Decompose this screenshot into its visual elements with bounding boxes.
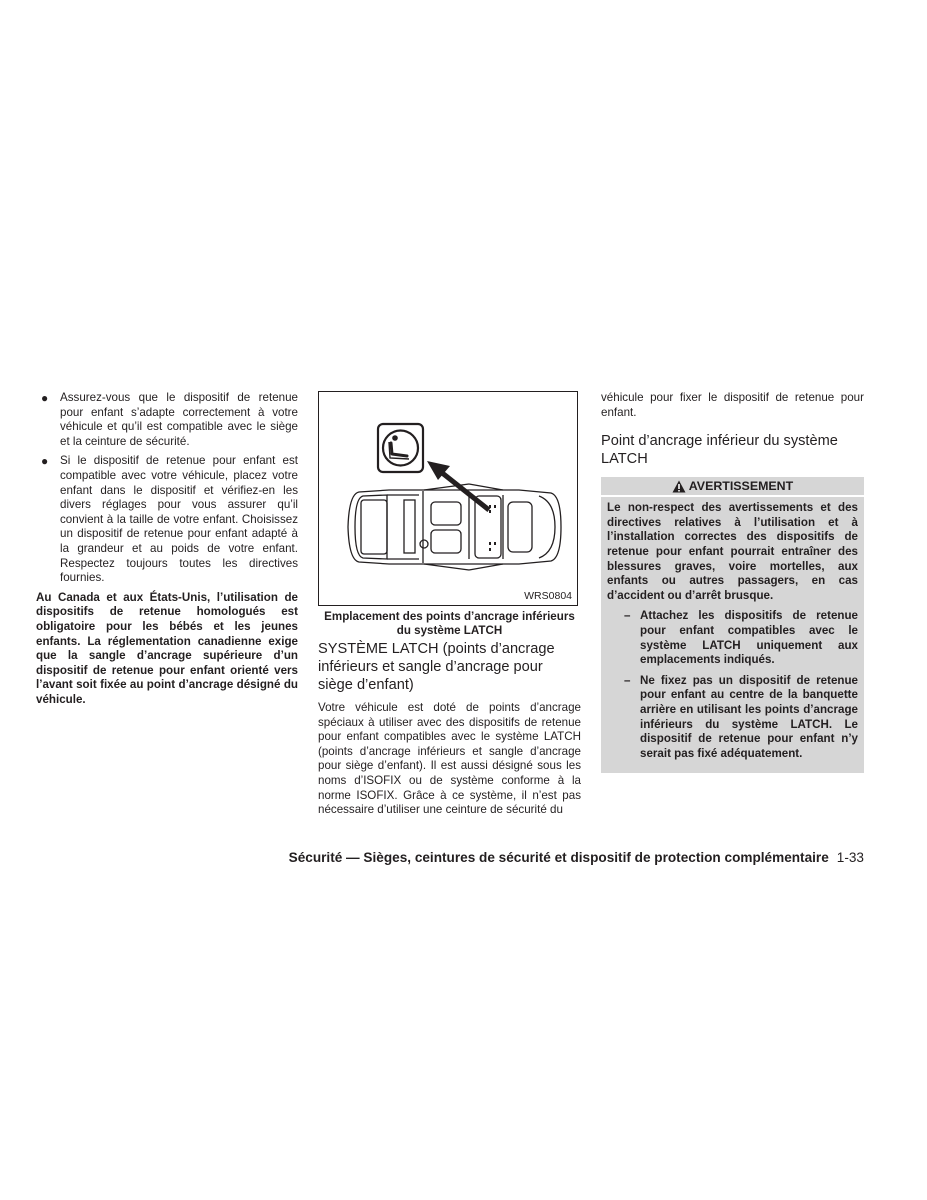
car-top-view-diagram (319, 392, 577, 605)
page-number: 1-33 (836, 850, 864, 865)
warning-list (607, 609, 858, 761)
bullet-dot-icon: ● (41, 391, 49, 405)
warning-text: Le non-respect des avertissements et des directives relatives à l’utilisation et à l’installation correctes des dispositifs de retenue pour enfant pourrait entraîner des blessures graves, voire mortelles, aux enfants ou autres passagers, en cas d’accident ou d’arrêt brusque. (607, 501, 858, 602)
section-heading: SYSTÈME LATCH (points d’ancrage inférieurs et sangle d’ancrage pour siège d’enfant) (318, 641, 555, 693)
figure-caption: Emplacement des points d’ancrage inférieurs du système LATCH (324, 610, 575, 637)
warning-title: AVERTISSEMENT (688, 478, 794, 493)
latch-figure (318, 391, 578, 606)
warning-list-item (607, 674, 858, 762)
warning-header (601, 477, 864, 497)
footer-section-title: Sécurité — Sièges, ceintures de sécurité et dispositif de protection complémentaire (288, 850, 829, 865)
dash-mark: – (624, 673, 631, 687)
warning-box (601, 477, 864, 773)
warning-triangle-icon (672, 480, 686, 493)
car-outline (348, 484, 561, 570)
body-paragraph: Votre véhicule est doté de points d’ancrage spéciaux à utiliser avec des dispositifs de retenue pour enfant compatibles avec le système LATCH (points d’ancrage inférieurs et sangle d’ancrage pour siège d’enfant). Il est aussi désigné sous les noms d’ISOFIX ou de système conforme à la norme ISOFIX. Grâce à ce système, il n’est pas nécessaire d’utiliser une ceinture de sécurité du (318, 701, 581, 817)
subsection-heading: Point d’ancrage inférieur du système LATCH (601, 433, 838, 468)
bullet-text: Assurez-vous que le dispositif de retenue pour enfant s’adapte correctement à votre véhicule et qu’il est compatible avec le siège et la ceinture de sécurité. (60, 391, 298, 448)
left-column (36, 391, 298, 707)
dash-mark: – (624, 609, 631, 623)
warning-item-text: Attachez les dispositifs de retenue pour enfant compatibles avec le système LATCH uniquement aux emplacements indiqués. (640, 609, 858, 667)
middle-column (318, 391, 581, 818)
warning-list-item (607, 609, 858, 667)
bullet-dot-icon: ● (41, 454, 49, 469)
bullet-item (36, 454, 298, 585)
regulation-notice: Au Canada et aux États-Unis, l’utilisation de dispositifs de retenue homologués est obligatoire pour les bébés et les jeunes enfants. La réglementation canadienne exige que la sangle d’ancrage supérieure d’un dispositif de retenue pour enfant orienté vers l’avant soit fixée au point d’ancrage désigné du véhicule. (36, 590, 298, 706)
warning-item-text: Ne fixez pas un dispositif de retenue pour enfant au centre de la banquette arrière en utilisant les points d’ancrage inférieurs du système LATCH. Le dispositif de retenue pour enfant n’y serait pas fixé adéquatement. (640, 673, 858, 760)
right-column (601, 391, 864, 773)
anchor-point-markers (489, 505, 496, 551)
continuation-paragraph: véhicule pour fixer le dispositif de retenue pour enfant. (601, 391, 864, 419)
bullet-text: Si le dispositif de retenue pour enfant est compatible avec votre véhicule, placez votre enfant dans le dispositif et vérifiez-en les divers réglages pour vous assurer qu’il convient à la taille de votre enfant. Choisissez un dispositif de retenue pour enfant adapté à la grandeur et au poids de votre enfant. Respectez toujours toutes les directives fournies. (60, 454, 298, 585)
bullet-list (36, 391, 298, 586)
child-seat-anchor-icon (378, 424, 423, 472)
warning-body (601, 497, 864, 761)
bullet-item (36, 391, 298, 449)
page-footer (289, 850, 864, 865)
figure-code: WRS0804 (524, 590, 572, 602)
